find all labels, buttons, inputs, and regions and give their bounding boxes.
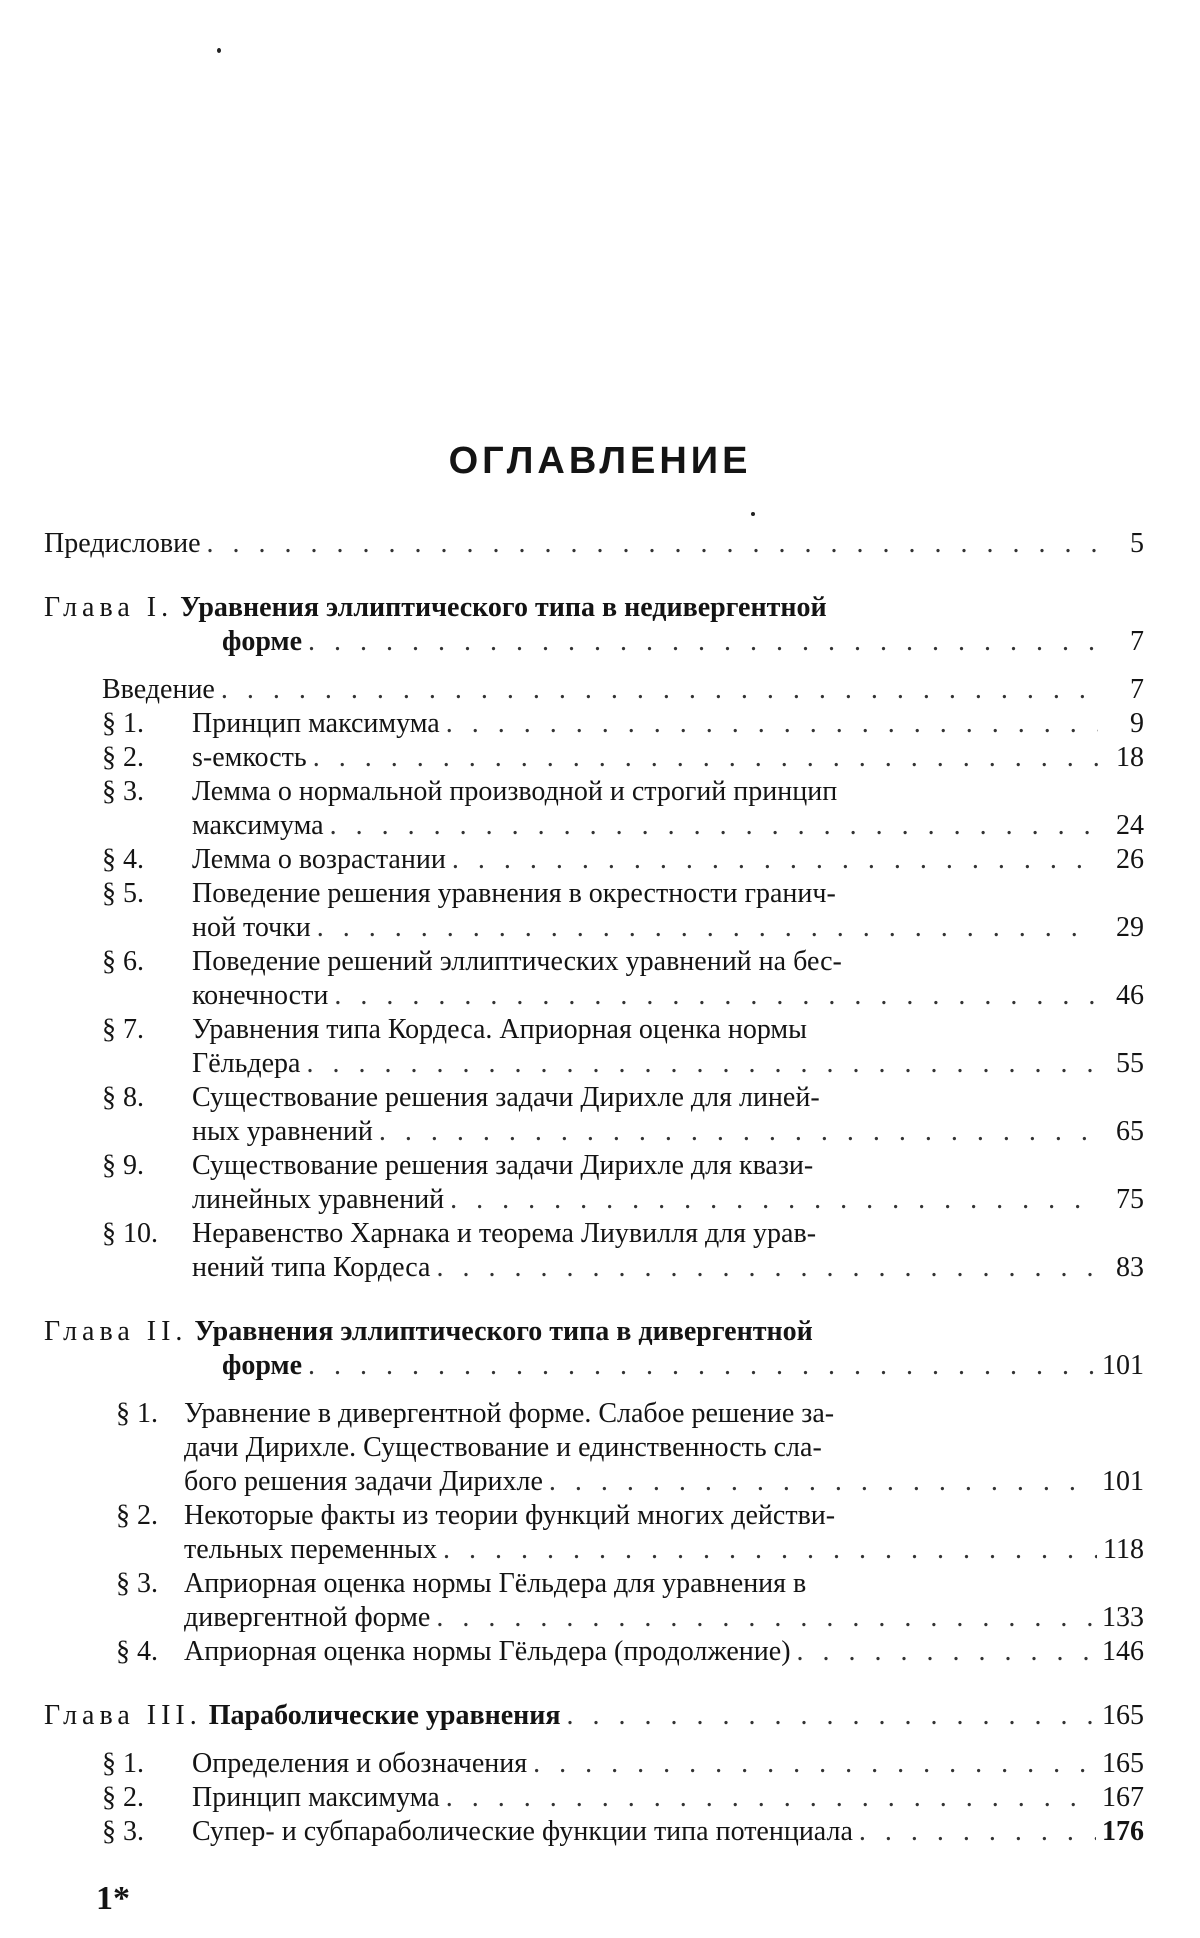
section-title: Определения и обозначения xyxy=(192,1748,528,1779)
toc-entry-ch2-s2 xyxy=(44,1499,1144,1567)
dot-leader xyxy=(221,673,1098,707)
section-title: Уравнение в дивергентной форме. Слабое решение за- xyxy=(184,1398,835,1429)
section-title-cont: тельных переменных xyxy=(184,1534,437,1565)
dot-leader xyxy=(567,1699,1096,1733)
section-number: § 3. xyxy=(102,1816,144,1847)
page-number: 26 xyxy=(1116,844,1144,875)
section-title: Некоторые факты из теории функций многих действи- xyxy=(184,1500,836,1531)
section-title-cont: линейных уравнений xyxy=(192,1184,445,1215)
section-title-cont: дачи Дирихле. Существование и единственность сла- xyxy=(184,1432,822,1463)
toc-chapter-3 xyxy=(44,1699,1144,1733)
toc-entry-preface xyxy=(44,527,1144,561)
dot-leader xyxy=(308,1349,1096,1383)
section-title: Существование решения задачи Дирихле для квази- xyxy=(192,1150,814,1181)
chapter-title: Уравнения эллиптического типа в недивергентной xyxy=(180,592,827,623)
section-title: Уравнения типа Кордеса. Априорная оценка нормы xyxy=(192,1014,807,1045)
toc-entry-intro xyxy=(44,673,1144,707)
dot-leader xyxy=(308,625,1098,659)
section-title: Априорная оценка нормы Гёльдера для уравнения в xyxy=(184,1568,807,1599)
page-number: 167 xyxy=(1102,1782,1144,1813)
section-title: Лемма о нормальной производной и строгий принцип xyxy=(192,776,838,807)
page-number: 9 xyxy=(1130,708,1144,739)
section-number: § 4. xyxy=(102,844,144,875)
toc-entry-ch3-s3 xyxy=(44,1815,1144,1849)
toc-entry-ch1-s6 xyxy=(44,945,1144,1013)
section-number: § 6. xyxy=(102,946,144,977)
dot-leader xyxy=(334,979,1098,1013)
chapter-label: Глава II. xyxy=(44,1316,188,1347)
page-number: 18 xyxy=(1116,742,1144,773)
page-number: 55 xyxy=(1116,1048,1144,1079)
toc-entry-ch1-s5 xyxy=(44,877,1144,945)
page-number: 176 xyxy=(1102,1816,1144,1847)
dot-leader xyxy=(313,741,1098,775)
section-number: § 1. xyxy=(102,1748,144,1779)
dot-leader xyxy=(443,1533,1097,1567)
section-title: Принцип максимума xyxy=(192,708,440,739)
page-number: 65 xyxy=(1116,1116,1144,1147)
chapter-title: Параболические уравнения xyxy=(208,1700,561,1731)
dot-leader xyxy=(207,527,1098,561)
section-title: Априорная оценка нормы Гёльдера (продолжение) xyxy=(184,1636,791,1667)
dot-leader xyxy=(446,707,1098,741)
section-title-cont: Гёльдера xyxy=(192,1048,301,1079)
section-title: s-емкость xyxy=(192,742,307,773)
toc-chapter-2 xyxy=(44,1315,1144,1383)
toc-entry-ch1-s4 xyxy=(44,843,1144,877)
section-title: Лемма о возрастании xyxy=(192,844,446,875)
toc-entry-ch1-s8 xyxy=(44,1081,1144,1149)
section-title-cont: нений типа Кордеса xyxy=(192,1252,431,1283)
section-number: § 10. xyxy=(102,1218,158,1249)
toc-entry-ch2-s3 xyxy=(44,1567,1144,1635)
chapter-title-cont: форме xyxy=(222,626,303,657)
dot-leader xyxy=(797,1635,1096,1669)
entry-title: Предисловие xyxy=(44,528,201,559)
dot-leader xyxy=(330,809,1098,843)
section-title-cont: максимума xyxy=(192,810,324,841)
section-number: § 7. xyxy=(102,1014,144,1045)
dot-leader xyxy=(533,1747,1096,1781)
section-title: Поведение решения уравнения в окрестности гранич- xyxy=(192,878,836,909)
section-title: Супер- и субпараболические функции типа потенциала xyxy=(192,1816,853,1847)
toc-entry-ch3-s2 xyxy=(44,1781,1144,1815)
toc-entry-ch1-s2 xyxy=(44,741,1144,775)
section-title: Существование решения задачи Дирихле для линей- xyxy=(192,1082,820,1113)
chapter-label: Глава III. xyxy=(44,1700,202,1731)
page-number: 165 xyxy=(1102,1700,1144,1731)
page-number: 75 xyxy=(1116,1184,1144,1215)
dot-leader xyxy=(450,1183,1098,1217)
dot-leader xyxy=(436,1601,1096,1635)
section-number: § 5. xyxy=(102,878,144,909)
toc-entry-ch1-s7 xyxy=(44,1013,1144,1081)
page-number: 146 xyxy=(1102,1636,1144,1667)
dot-leader xyxy=(452,843,1098,877)
page-number: 101 xyxy=(1102,1350,1144,1381)
toc-entry-ch1-s10 xyxy=(44,1217,1144,1285)
dot-leader xyxy=(549,1465,1096,1499)
section-number: § 2. xyxy=(116,1500,158,1531)
chapter-title-cont: форме xyxy=(222,1350,303,1381)
toc-entry-ch2-s4 xyxy=(44,1635,1144,1669)
page-number: 24 xyxy=(1116,810,1144,841)
page-number: 46 xyxy=(1116,980,1144,1011)
dot-leader xyxy=(446,1781,1096,1815)
toc-entry-ch1-s9 xyxy=(44,1149,1144,1217)
toc-entry-ch1-s1 xyxy=(44,707,1144,741)
print-speck xyxy=(751,512,755,516)
page-number: 133 xyxy=(1102,1602,1144,1633)
dot-leader xyxy=(306,1047,1098,1081)
section-number: § 1. xyxy=(102,708,144,739)
section-title-cont: дивергентной форме xyxy=(184,1602,431,1633)
dot-leader xyxy=(859,1815,1096,1849)
toc-entry-ch2-s1 xyxy=(44,1397,1144,1499)
section-number: § 2. xyxy=(102,1782,144,1813)
section-number: § 9. xyxy=(102,1150,144,1181)
dot-leader xyxy=(436,1251,1098,1285)
section-title: Неравенство Харнака и теорема Лиувилля для урав- xyxy=(192,1218,817,1249)
chapter-label: Глава I. xyxy=(44,592,174,623)
dot-leader xyxy=(379,1115,1098,1149)
section-number: § 2. xyxy=(102,742,144,773)
page-number: 118 xyxy=(1103,1534,1144,1565)
toc-chapter-1 xyxy=(44,591,1144,659)
chapter-title: Уравнения эллиптического типа в дивергентной xyxy=(194,1316,813,1347)
page-number: 101 xyxy=(1102,1466,1144,1497)
toc-entry-ch1-s3 xyxy=(44,775,1144,843)
table-of-contents xyxy=(44,527,1144,1849)
section-number: § 1. xyxy=(116,1398,158,1429)
section-title-cont: ной точки xyxy=(192,912,311,943)
toc-entry-ch3-s1 xyxy=(44,1747,1144,1781)
section-number: § 3. xyxy=(116,1568,158,1599)
section-title-cont: конечности xyxy=(192,980,329,1011)
page-title: ОГЛАВЛЕНИЕ xyxy=(448,440,752,482)
page-number: 29 xyxy=(1116,912,1144,943)
section-title-cont: бого решения задачи Дирихле xyxy=(184,1466,543,1497)
section-number: § 4. xyxy=(116,1636,158,1667)
page-number: 7 xyxy=(1130,674,1144,705)
dot-leader xyxy=(317,911,1098,945)
page-number: 165 xyxy=(1102,1748,1144,1779)
entry-title: Введение xyxy=(102,674,215,705)
section-number: § 8. xyxy=(102,1082,144,1113)
section-title: Поведение решений эллиптических уравнений на бес- xyxy=(192,946,842,977)
section-title-cont: ных уравнений xyxy=(192,1116,373,1147)
signature-mark: 1* xyxy=(96,1880,130,1917)
page-number: 7 xyxy=(1130,626,1144,657)
page-number: 5 xyxy=(1130,528,1144,559)
section-number: § 3. xyxy=(102,776,144,807)
page-number: 83 xyxy=(1116,1252,1144,1283)
section-title: Принцип максимума xyxy=(192,1782,440,1813)
print-speck xyxy=(217,48,221,53)
